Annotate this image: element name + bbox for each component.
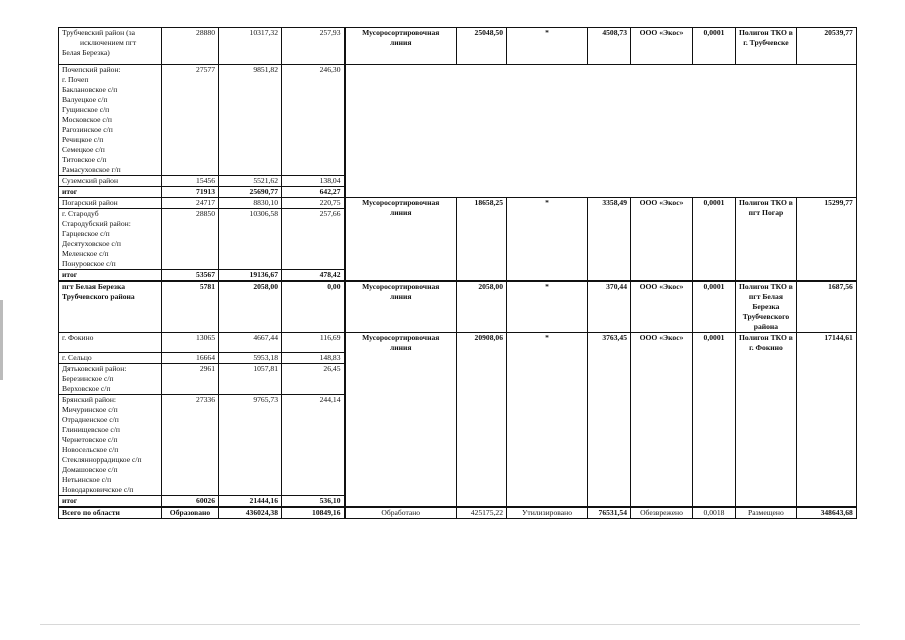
processed-cell: 18658,25: [457, 198, 507, 282]
formed-cell: 10306,58: [219, 209, 282, 270]
value-cell: 26,45: [282, 364, 345, 395]
landfill-cell: Полигон ТКО в пгт Погар: [736, 198, 797, 282]
population-cell: 28880: [162, 28, 219, 65]
utilized-cell: *: [507, 28, 588, 65]
scan-edge-mark: [0, 300, 3, 380]
facility-cell: Мусоросортировочная линия: [345, 333, 457, 508]
neutralized-label: Обезврежено: [631, 507, 693, 519]
coefficient-cell: 0,0001: [693, 198, 736, 282]
processed-cell: 2058,00: [457, 281, 507, 333]
coefficient-cell: 0,0018: [693, 507, 736, 519]
utilized-label: Утилизировано: [507, 507, 588, 519]
district-cell: Погарский район: [59, 198, 162, 209]
population-cell: 24717: [162, 198, 219, 209]
utilized-cell: *: [507, 333, 588, 508]
value-cell: 0,00: [282, 281, 345, 333]
table-row: [59, 28, 857, 65]
neutralized-cell: 4508,73: [588, 28, 631, 65]
coefficient-cell: 0,0001: [693, 28, 736, 65]
population-cell: 13065: [162, 333, 219, 353]
table-row: [59, 333, 857, 353]
placed-label: Размещено: [736, 507, 797, 519]
population-cell: 2961: [162, 364, 219, 395]
district-cell: г. Фокино: [59, 333, 162, 353]
value-cell: 257,66: [282, 209, 345, 270]
coefficient-cell: 0,0001: [693, 333, 736, 508]
population-cell: 27577: [162, 65, 219, 176]
subtotal-label: итог: [59, 187, 162, 198]
population-cell: 71913: [162, 187, 219, 198]
facility-cell: Мусоросортировочная линия: [345, 198, 457, 282]
population-cell: 28850: [162, 209, 219, 270]
formed-cell: 8830,10: [219, 198, 282, 209]
population-cell: 15456: [162, 176, 219, 187]
population-cell: 5781: [162, 281, 219, 333]
value-cell: 138,04: [282, 176, 345, 187]
district-cell: Почепский район: г. Почеп Баклановское с/п Валуецкое с/п Гущинское с/п Московское с/п Рагозинское с/п Речицкое с/п Семецкое с/п Титовское с/п Рамасуховское г/п: [59, 65, 162, 176]
formed-cell: 436024,38: [219, 507, 282, 519]
value-cell: 246,30: [282, 65, 345, 176]
placed-cell: 15299,77: [796, 198, 856, 282]
neutralized-cell: 3358,49: [588, 198, 631, 282]
placed-cell: 17144,61: [796, 333, 856, 508]
grand-total-row: [59, 507, 857, 519]
district-cell: г. Сельцо: [59, 353, 162, 364]
landfill-cell: Полигон ТКО в г. Фокино: [736, 333, 797, 508]
formed-cell: 4667,44: [219, 333, 282, 353]
neutralized-cell: 370,44: [588, 281, 631, 333]
district-cell: Дятьковский район: Березинское с/п Верховское с/п: [59, 364, 162, 395]
value-cell: 257,93: [282, 28, 345, 65]
utilized-cell: *: [507, 281, 588, 333]
formed-cell: 5953,18: [219, 353, 282, 364]
placed-cell: 20539,77: [796, 28, 856, 65]
operator-cell: ООО «Экос»: [631, 333, 693, 508]
value-cell: 536,10: [282, 496, 345, 508]
district-cell: г. Стародуб Стародубский район: Гарцевское с/п Десятуховское с/п Меленское с/п Понуровское с/п: [59, 209, 162, 270]
formed-cell: 2058,00: [219, 281, 282, 333]
formed-cell: 19136,67: [219, 270, 282, 282]
value-cell: 478,42: [282, 270, 345, 282]
scan-noise-line: [40, 624, 860, 625]
processed-cell: 425175,22: [457, 507, 507, 519]
table-row: [59, 198, 857, 209]
landfill-cell: Полигон ТКО в г. Трубчевске: [736, 28, 797, 65]
formed-cell: 21444,16: [219, 496, 282, 508]
subtotal-label: итог: [59, 270, 162, 282]
empty-merged-cell: [345, 65, 857, 198]
formed-cell: 25690,77: [219, 187, 282, 198]
district-cell: Трубчевский район (за исключением пгт Белая Березка): [59, 28, 162, 65]
population-cell: 53567: [162, 270, 219, 282]
waste-data-table: [58, 27, 857, 519]
value-cell: 10849,16: [282, 507, 345, 519]
value-cell: 244,14: [282, 395, 345, 496]
population-cell: 27336: [162, 395, 219, 496]
table-row: [59, 281, 857, 333]
district-cell: Суземский район: [59, 176, 162, 187]
table-row: [59, 65, 857, 176]
facility-cell: Мусоросортировочная линия: [345, 28, 457, 65]
formed-cell: 9851,82: [219, 65, 282, 176]
population-cell: 60026: [162, 496, 219, 508]
district-cell: Брянский район: Мичуринское с/п Отрадненское с/п Глинищевское с/п Чернетовское с/п Новосельское с/п Стеклянноррадицкое с/п Домашовское с/п Нетьинское с/п Новодарковичское с/п: [59, 395, 162, 496]
total-label: Всего по области: [59, 507, 162, 519]
processed-cell: 20908,06: [457, 333, 507, 508]
landfill-cell: Полигон ТКО в пгт Белая Березка Трубчевского района: [736, 281, 797, 333]
formed-cell: 10317,32: [219, 28, 282, 65]
operator-cell: ООО «Экос»: [631, 281, 693, 333]
neutralized-cell: 3763,45: [588, 333, 631, 508]
formed-label: Образовано: [162, 507, 219, 519]
subtotal-label: итог: [59, 496, 162, 508]
placed-cell: 1687,56: [796, 281, 856, 333]
operator-cell: ООО «Экос»: [631, 28, 693, 65]
neutralized-cell: 76531,54: [588, 507, 631, 519]
processed-cell: 25048,50: [457, 28, 507, 65]
value-cell: 116,69: [282, 333, 345, 353]
formed-cell: 9765,73: [219, 395, 282, 496]
formed-cell: 1057,81: [219, 364, 282, 395]
value-cell: 642,27: [282, 187, 345, 198]
processed-label: Обработано: [345, 507, 457, 519]
value-cell: 220,75: [282, 198, 345, 209]
population-cell: 16664: [162, 353, 219, 364]
coefficient-cell: 0,0001: [693, 281, 736, 333]
facility-cell: Мусоросортировочная линия: [345, 281, 457, 333]
value-cell: 148,83: [282, 353, 345, 364]
formed-cell: 5521,62: [219, 176, 282, 187]
placed-cell: 348643,68: [796, 507, 856, 519]
utilized-cell: *: [507, 198, 588, 282]
operator-cell: ООО «Экос»: [631, 198, 693, 282]
district-cell: пгт Белая Березка Трубчевского района: [59, 281, 162, 333]
